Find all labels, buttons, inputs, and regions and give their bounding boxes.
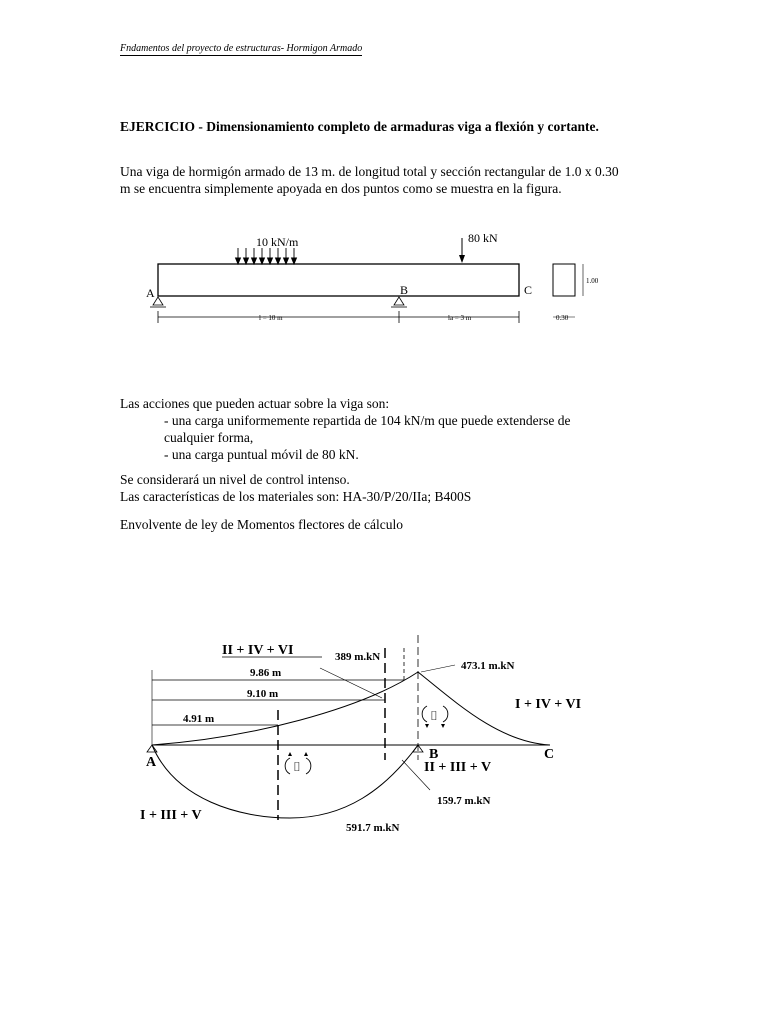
dim-491-label: 4.91 m bbox=[183, 713, 215, 725]
actions-item-1-cont: cualquier forma, bbox=[164, 430, 254, 445]
value-473: 473.1 m.kN bbox=[461, 660, 515, 672]
actions-item-2: - una carga puntual móvil de 80 kN. bbox=[164, 447, 359, 462]
section-width-label: 0.30 bbox=[556, 314, 569, 322]
dim-910-label: 9.10 m bbox=[247, 688, 279, 700]
point-b-label: B bbox=[429, 747, 439, 762]
cantilever-label: la = 3 m bbox=[448, 314, 472, 322]
end-c-label: C bbox=[524, 283, 533, 297]
intro-line-2: m se encuentra simplemente apoyada en dos puntos como se muestra en la figura. bbox=[120, 181, 562, 196]
exercise-title: EJERCICIO - Dimensionamiento completo de armaduras viga a flexión y cortante. bbox=[120, 119, 599, 134]
envelope-heading: Envolvente de ley de Momentos flectores de cálculo bbox=[120, 517, 404, 532]
rotation-sagging-symbol: ⌷ bbox=[293, 759, 301, 774]
rotation-sagging-icon bbox=[285, 752, 311, 774]
combo-bottom-right-label: II + III + V bbox=[424, 760, 492, 775]
point-load-label: 80 kN bbox=[468, 231, 498, 245]
support-a-label: A bbox=[146, 286, 155, 300]
control-line-2: Las características de los materiales son: HA-30/P/20/IIa; B400S bbox=[120, 489, 472, 504]
dim-986-label: 9.86 m bbox=[250, 667, 282, 679]
combo-bottom-left-label: I + III + V bbox=[140, 808, 202, 823]
value-389: 389 m.kN bbox=[335, 651, 381, 663]
value-159: 159.7 m.kN bbox=[437, 795, 491, 807]
actions-intro: Las acciones que pueden actuar sobre la viga son: bbox=[120, 396, 390, 411]
rotation-hogging-icon bbox=[422, 706, 448, 728]
intro-line-1: Una viga de hormigón armado de 13 m. de longitud total y sección rectangular de 1.0 x 0.30 bbox=[120, 164, 619, 179]
value-591: 591.7 m.kN bbox=[346, 822, 400, 834]
point-c-label: C bbox=[544, 747, 555, 762]
combo-top-left-label: II + IV + VI bbox=[222, 643, 294, 658]
point-a-label: A bbox=[146, 755, 157, 770]
actions-item-1: - una carga uniformemente repartida de 104 kN/m que puede extenderse de bbox=[164, 413, 571, 428]
control-line-1: Se considerará un nivel de control intenso. bbox=[120, 472, 350, 487]
support-b-label: B bbox=[400, 283, 409, 297]
section-height-label: 1.00 bbox=[586, 277, 599, 285]
combo-top-right-label: I + IV + VI bbox=[515, 697, 582, 712]
span-label: l = 10 m bbox=[259, 314, 283, 322]
page-header: Fndamentos del proyecto de estructuras- Hormigon Armado bbox=[120, 43, 363, 54]
rotation-hogging-symbol: ⌷ bbox=[430, 708, 438, 723]
distributed-load-label: 10 kN/m bbox=[256, 235, 299, 249]
